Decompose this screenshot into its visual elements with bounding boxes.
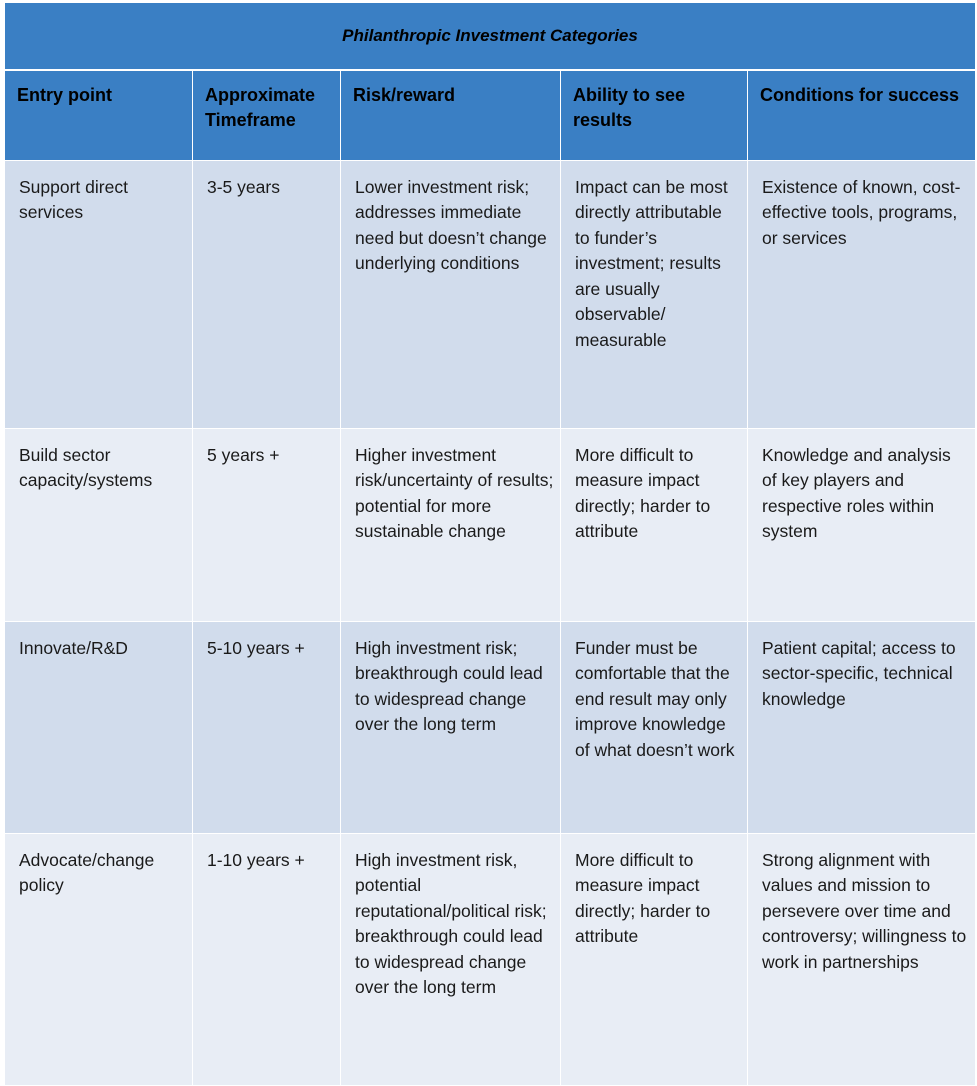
header-risk-reward: Risk/reward	[341, 70, 561, 160]
cell-ability-to-see-results: More difficult to measure impact directly; harder to attribute	[561, 833, 748, 1085]
cell-risk-reward: Higher investment risk/uncertainty of results; potential for more sustainable change	[341, 428, 561, 621]
table-title-row	[5, 3, 976, 71]
header-timeframe: Approximate Timeframe	[193, 70, 341, 160]
cell-conditions-for-success: Patient capital; access to sector-specific, technical knowledge	[748, 621, 976, 833]
table-title: Philanthropic Investment Categories	[5, 3, 976, 71]
investment-categories-table	[4, 2, 976, 1086]
cell-risk-reward: Lower investment risk; addresses immediate need but doesn’t change underlying conditions	[341, 160, 561, 428]
table-header-row	[5, 70, 976, 160]
table-row	[5, 833, 976, 1085]
cell-timeframe: 5-10 years +	[193, 621, 341, 833]
cell-timeframe: 1-10 years +	[193, 833, 341, 1085]
cell-conditions-for-success: Strong alignment with values and mission to persevere over time and controversy; willingness to work in partnerships	[748, 833, 976, 1085]
header-conditions-for-success: Conditions for success	[748, 70, 976, 160]
cell-ability-to-see-results: Impact can be most directly attributable to funder’s investment; results are usually observable/ measurable	[561, 160, 748, 428]
table-row	[5, 621, 976, 833]
header-ability-to-see-results: Ability to see results	[561, 70, 748, 160]
table-row	[5, 428, 976, 621]
cell-risk-reward: High investment risk; breakthrough could lead to widespread change over the long term	[341, 621, 561, 833]
cell-conditions-for-success: Existence of known, cost-effective tools, programs, or services	[748, 160, 976, 428]
table-row	[5, 160, 976, 428]
cell-timeframe: 5 years +	[193, 428, 341, 621]
cell-entry-point: Advocate/change policy	[5, 833, 193, 1085]
cell-entry-point: Build sector capacity/systems	[5, 428, 193, 621]
cell-conditions-for-success: Knowledge and analysis of key players and respective roles within system	[748, 428, 976, 621]
cell-risk-reward: High investment risk, potential reputational/political risk; breakthrough could lead to widespread change over the long term	[341, 833, 561, 1085]
cell-timeframe: 3-5 years	[193, 160, 341, 428]
cell-entry-point: Innovate/R&D	[5, 621, 193, 833]
header-entry-point: Entry point	[5, 70, 193, 160]
cell-entry-point: Support direct services	[5, 160, 193, 428]
cell-ability-to-see-results: Funder must be comfortable that the end result may only improve knowledge of what doesn’t work	[561, 621, 748, 833]
cell-ability-to-see-results: More difficult to measure impact directly; harder to attribute	[561, 428, 748, 621]
